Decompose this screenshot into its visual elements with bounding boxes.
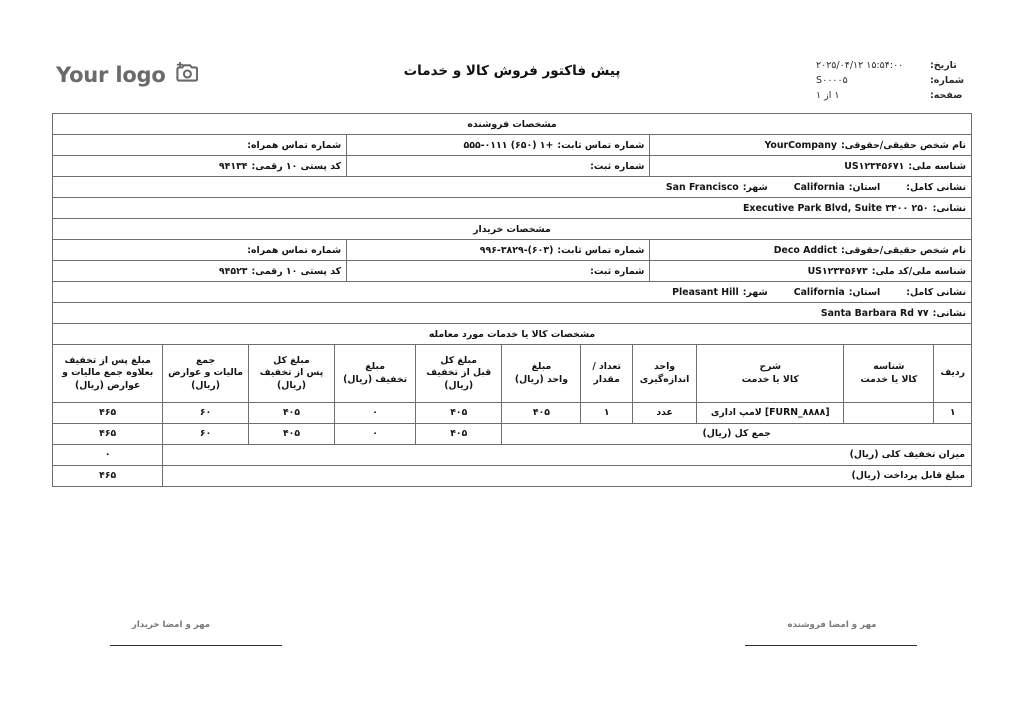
buyer-row-1 — [53, 240, 972, 261]
seller-phone-label: شماره تماس ثابت: — [557, 139, 645, 151]
buyer-band-row — [53, 219, 972, 240]
seller-row-2 — [53, 156, 972, 177]
buyer-province-value: California — [793, 286, 845, 298]
buyer-province-label: استان: — [848, 286, 881, 298]
totals-grand-total: ۴۶۵ — [53, 424, 163, 445]
seller-location-cell — [53, 177, 972, 198]
col-qty — [581, 345, 632, 403]
seller-registration-label: شماره ثبت: — [590, 160, 645, 172]
items-header-row — [53, 345, 972, 403]
col-grand-total-l2: بعلاوه جمع مالیات و — [62, 367, 154, 379]
totals-total-after-discount: ۴۰۵ — [248, 424, 334, 445]
logo-block[interactable] — [56, 62, 198, 87]
seller-province-value: California — [793, 181, 845, 193]
col-description-l2: کالا یا خدمت — [741, 373, 799, 385]
seller-mobile-cell — [53, 135, 347, 156]
col-grand-total — [53, 345, 163, 403]
buyer-city-value: Pleasant Hill — [672, 286, 739, 298]
page-label: صفحه: — [930, 90, 963, 101]
buyer-city-label: شهر: — [742, 286, 768, 298]
totals-total-before-discount: ۴۰۵ — [416, 424, 502, 445]
col-tax-total-l2: مالیات و عوارض — [168, 367, 243, 379]
seller-city-value: San Francisco — [665, 181, 739, 193]
col-code-l2: کالا یا خدمت — [860, 373, 918, 385]
seller-address-label: نشانی: — [932, 202, 966, 214]
buyer-signature-line — [110, 645, 282, 646]
col-unit-l2: اندازه‌گیری — [639, 373, 690, 385]
seller-section — [52, 113, 972, 219]
col-row-no — [934, 345, 972, 403]
cell-row-no: ۱ — [934, 403, 972, 424]
seller-province-label: استان: — [848, 181, 881, 193]
cell-grand-total: ۴۶۵ — [53, 403, 163, 424]
seller-address-value: ۲۵۰ Executive Park Blvd, Suite ۳۴۰۰ — [743, 202, 929, 214]
buyer-phone-label: شماره تماس ثابت: — [557, 244, 645, 256]
cell-total-after-discount: ۴۰۵ — [248, 403, 334, 424]
buyer-phone-cell — [347, 240, 650, 261]
col-code-l1: شناسه — [873, 361, 905, 372]
buyer-name-label: نام شخص حقیقی/حقوقی: — [841, 244, 966, 256]
seller-row-4 — [53, 198, 972, 219]
seller-city-label: شهر: — [742, 181, 768, 193]
totals-tax-total: ۶۰ — [163, 424, 248, 445]
summary-payable-label: مبلغ قابل پرداخت (ریال) — [163, 466, 972, 487]
camera-add-icon — [175, 62, 198, 87]
cell-discount: ۰ — [335, 403, 416, 424]
seller-row-3 — [53, 177, 972, 198]
page-value: ۱ از ۱ — [816, 90, 840, 101]
buyer-mobile-label: شماره تماس همراه: — [247, 244, 342, 256]
buyer-national-id-cell — [650, 261, 972, 282]
summary-discount-label: میزان تخفیف کلی (ریال) — [163, 445, 972, 466]
seller-national-id-cell — [650, 156, 972, 177]
signature-area — [52, 620, 972, 680]
date-value: ۱۵:۵۴:۰۰ ۲۰۲۵/۰۴/۱۲ — [816, 60, 904, 71]
buyer-phone-value: (۶۰۳)-۹۹۶-۳۸۲۹ — [479, 244, 554, 256]
col-discount-l2: تخفیف (ریال) — [343, 373, 408, 385]
col-total-before-discount-l2: قبل از تخفیف — [426, 367, 492, 379]
col-unit-price-l1: مبلغ — [531, 361, 552, 372]
seller-band-label: مشخصات فروشنده — [53, 114, 972, 135]
buyer-registration-cell — [347, 261, 650, 282]
col-discount — [335, 345, 416, 403]
seller-row-1 — [53, 135, 972, 156]
items-band-label: مشخصات کالا یا خدمات مورد معامله — [53, 324, 972, 345]
seller-postal-label: کد پستی ۱۰ رقمی: — [251, 160, 342, 172]
col-description — [697, 345, 844, 403]
col-grand-total-l3: عوارض (ریال) — [74, 379, 141, 391]
buyer-full-address-label: نشانی کامل: — [906, 286, 966, 298]
seller-name-value: YourCompany — [764, 139, 838, 151]
cell-qty: ۱ — [581, 403, 632, 424]
buyer-postal-value: ۹۴۵۲۳ — [218, 265, 248, 277]
col-unit — [632, 345, 696, 403]
col-unit-price — [502, 345, 581, 403]
col-unit-price-l2: واحد (ریال) — [514, 373, 569, 385]
col-total-after-discount — [248, 345, 334, 403]
summary-row-payable — [53, 466, 972, 487]
seller-name-cell — [650, 135, 972, 156]
buyer-address-cell — [53, 303, 972, 324]
cell-unit-price: ۴۰۵ — [502, 403, 581, 424]
totals-discount: ۰ — [335, 424, 416, 445]
date-label: تاریخ: — [930, 60, 957, 71]
seller-signature-line — [745, 645, 917, 646]
col-unit-l1: واحد — [654, 361, 676, 372]
totals-label: جمع کل (ریال) — [502, 424, 972, 445]
buyer-postal-label: کد پستی ۱۰ رقمی: — [251, 265, 342, 277]
cell-description: [FURN_۸۸۸۸] لامپ اداری — [697, 403, 844, 424]
buyer-mobile-cell — [53, 240, 347, 261]
col-total-after-discount-l1: مبلغ کل — [273, 354, 310, 366]
col-total-before-discount — [416, 345, 502, 403]
totals-row — [53, 424, 972, 445]
buyer-national-id-label: شناسه ملی/کد ملی: — [871, 265, 966, 277]
col-code — [844, 345, 934, 403]
seller-postal-value: ۹۴۱۳۴ — [218, 160, 248, 172]
summary-discount-value: ۰ — [53, 445, 163, 466]
seller-phone-value: +۱ (۶۵۰) ۵۵۵-۰۱۱۱ — [463, 139, 554, 151]
items-band-row — [53, 324, 972, 345]
seller-name-label: نام شخص حقیقی/حقوقی: — [841, 139, 966, 151]
col-total-before-discount-l3: (ریال) — [444, 379, 474, 391]
col-qty-l2: مقدار — [593, 373, 620, 385]
seller-band-row — [53, 114, 972, 135]
document-header — [0, 0, 1024, 113]
summary-payable-value: ۴۶۵ — [53, 466, 163, 487]
col-tax-total — [163, 345, 248, 403]
seller-postal-cell — [53, 156, 347, 177]
col-grand-total-l1: مبلغ پس از تخفیف — [64, 354, 151, 366]
page-title: پیش فاکتور فروش کالا و خدمات — [403, 63, 621, 79]
buyer-row-2 — [53, 261, 972, 282]
buyer-name-value: Deco Addict — [773, 244, 838, 256]
col-qty-l1: تعداد / — [592, 361, 622, 372]
cell-unit: عدد — [632, 403, 696, 424]
seller-signature-block — [742, 620, 972, 646]
items-table — [52, 344, 972, 487]
buyer-row-4 — [53, 303, 972, 324]
col-total-after-discount-l2: پس از تخفیف — [259, 367, 324, 379]
buyer-location-cell — [53, 282, 972, 303]
meta-row-page — [816, 88, 972, 103]
buyer-section — [52, 218, 972, 324]
col-total-before-discount-l1: مبلغ کل — [440, 354, 478, 366]
seller-national-id-value: US۱۲۳۴۵۶۷۱ — [844, 160, 905, 172]
seller-mobile-label: شماره تماس همراه: — [247, 139, 342, 151]
seller-registration-cell — [347, 156, 650, 177]
invoice-body — [52, 113, 972, 487]
seller-full-address-label: نشانی کامل: — [906, 181, 966, 193]
number-label: شماره: — [930, 75, 965, 86]
items-band — [52, 323, 972, 345]
number-value: S۰۰۰۰۵ — [816, 75, 848, 86]
buyer-row-3 — [53, 282, 972, 303]
col-description-l1: شرح — [759, 361, 782, 372]
cell-code — [844, 403, 934, 424]
buyer-registration-label: شماره ثبت: — [590, 265, 645, 277]
buyer-signature-label: مهر و امضا خریدار — [131, 620, 211, 630]
col-tax-total-l1: جمع — [195, 354, 216, 366]
summary-row-discount — [53, 445, 972, 466]
cell-tax-total: ۶۰ — [163, 403, 248, 424]
col-total-after-discount-l3: (ریال) — [277, 379, 306, 391]
logo-text: Your logo — [56, 62, 166, 87]
buyer-band-label: مشخصات خریدار — [53, 219, 972, 240]
col-row-no-l1: ردیف — [940, 367, 965, 379]
table-row — [53, 403, 972, 424]
buyer-postal-cell — [53, 261, 347, 282]
cell-total-before-discount: ۴۰۵ — [416, 403, 502, 424]
buyer-address-label: نشانی: — [932, 307, 966, 319]
col-tax-total-l3: (ریال) — [191, 379, 221, 391]
buyer-signature-block — [52, 620, 282, 646]
seller-phone-cell — [347, 135, 650, 156]
seller-address-cell — [53, 198, 972, 219]
buyer-name-cell — [650, 240, 972, 261]
seller-national-id-label: شناسه ملی: — [908, 160, 966, 172]
col-discount-l1: مبلغ — [365, 361, 385, 372]
buyer-address-value: ۷۷ Santa Barbara Rd — [820, 307, 929, 319]
seller-signature-label: مهر و امضا فروشنده — [787, 620, 877, 630]
buyer-national-id-value: US۱۲۳۴۵۶۷۳ — [807, 265, 868, 277]
